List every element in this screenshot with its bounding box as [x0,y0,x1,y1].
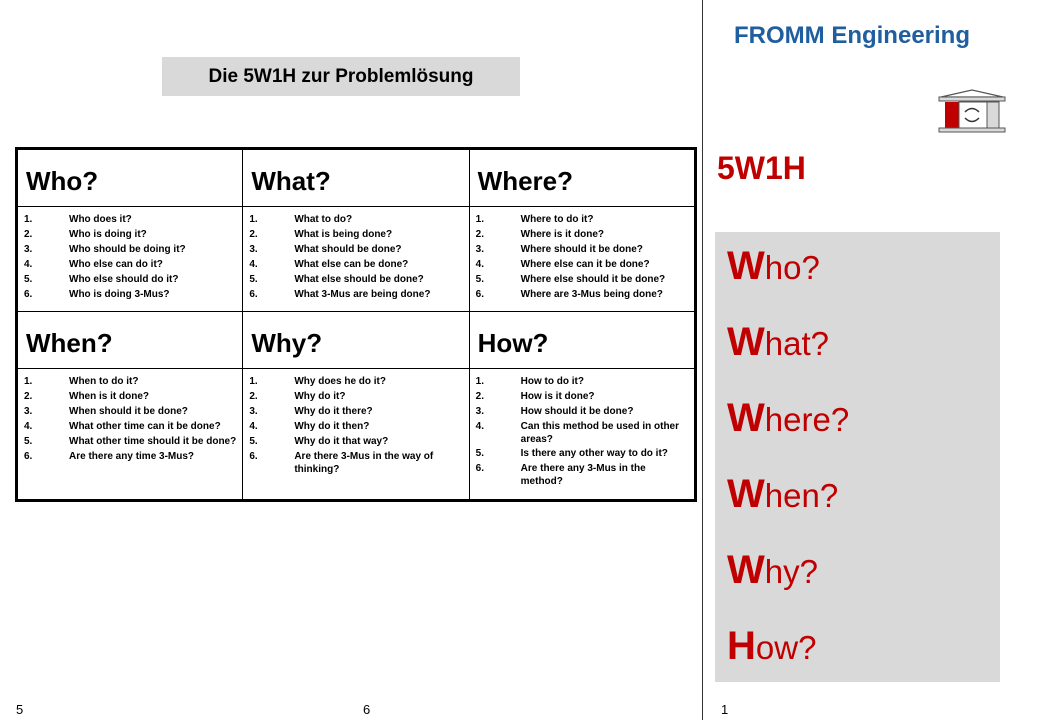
head-what: What? [243,149,469,207]
page-number-middle: 6 [363,702,371,717]
list-item: 4. Why do it then? [249,421,370,433]
list-item: 3. When should it be done? [24,406,188,418]
list-item: 1. Who does it? [24,214,132,225]
list-item: 1. What to do? [249,214,353,225]
panel-word-who: Who? [727,244,820,288]
panel-word-what: What? [727,320,829,364]
list-item: 3. Who should be doing it? [24,244,186,255]
panel-word-why: Why? [727,548,818,592]
list-item: 1. Why does he do it? [249,376,386,388]
list-item: 5. What other time should it be done? [24,436,237,448]
head-how: How? [469,312,695,369]
company-logo-icon [935,88,1009,134]
panel-word-where: Where? [727,396,850,440]
head-when: When? [17,312,243,369]
list-what [243,207,469,312]
list-item: 6. What 3-Mus are being done? [249,289,431,300]
list-item: 4. Who else can do it? [24,259,163,270]
list-item: 4. What other time can it be done? [24,421,221,433]
page-title: Die 5W1H zur Problemlösung [162,57,520,96]
page-divider [702,0,703,720]
head-where: Where? [469,149,695,207]
list-item: 1. Where to do it? [475,214,594,225]
topic-heading: 5W1H [717,150,806,186]
head-who: Who? [17,149,243,207]
list-item: 3. What should be done? [249,244,402,255]
list-when [17,369,243,501]
list-item: 4. Where else can it be done? [475,259,650,270]
list-how [469,369,695,501]
list-item: 6. Are there 3-Mus in the way of thinking? [249,451,434,476]
list-item: 6. Who is doing 3-Mus? [24,289,170,300]
list-item: 1. When to do it? [24,376,139,388]
head-why: Why? [243,312,469,369]
list-who [17,207,243,312]
list-item: 2. Who is doing it? [24,229,147,240]
list-item: 5. What else should be done? [249,274,424,285]
list-item: 5. Is there any other way to do it? [475,448,668,460]
list-item: 4. What else can be done? [249,259,409,270]
list-item: 6. Are there any 3-Mus in the method? [475,463,646,488]
panel-word-how: How? [727,624,817,668]
list-item: 5. Who else should do it? [24,274,179,285]
list-item: 5. Where else should it be done? [475,274,666,285]
list-where [469,207,695,312]
list-item: 5. Why do it that way? [249,436,389,448]
list-item: 3. Why do it there? [249,406,373,418]
list-item: 3. Where should it be done? [475,244,643,255]
list-item: 1. How to do it? [475,376,584,388]
list-why [243,369,469,501]
brand-name: FROMM Engineering [734,22,970,49]
panel-word-when: When? [727,472,839,516]
list-item: 4. Can this method be used in other areas? [475,421,680,446]
list-item: 6. Where are 3-Mus being done? [475,289,663,300]
5w1h-panel [715,232,1000,682]
page-number-right: 1 [721,702,729,717]
list-item: 2. How is it done? [475,391,595,403]
list-item: 3. How should it be done? [475,406,634,418]
5w1h-table [15,147,697,502]
list-item: 2. Why do it? [249,391,346,403]
list-item: 2. When is it done? [24,391,149,403]
list-item: 2. What is being done? [249,229,393,240]
page-number-left: 5 [16,702,24,717]
list-item: 6. Are there any time 3-Mus? [24,451,195,463]
list-item: 2. Where is it done? [475,229,604,240]
